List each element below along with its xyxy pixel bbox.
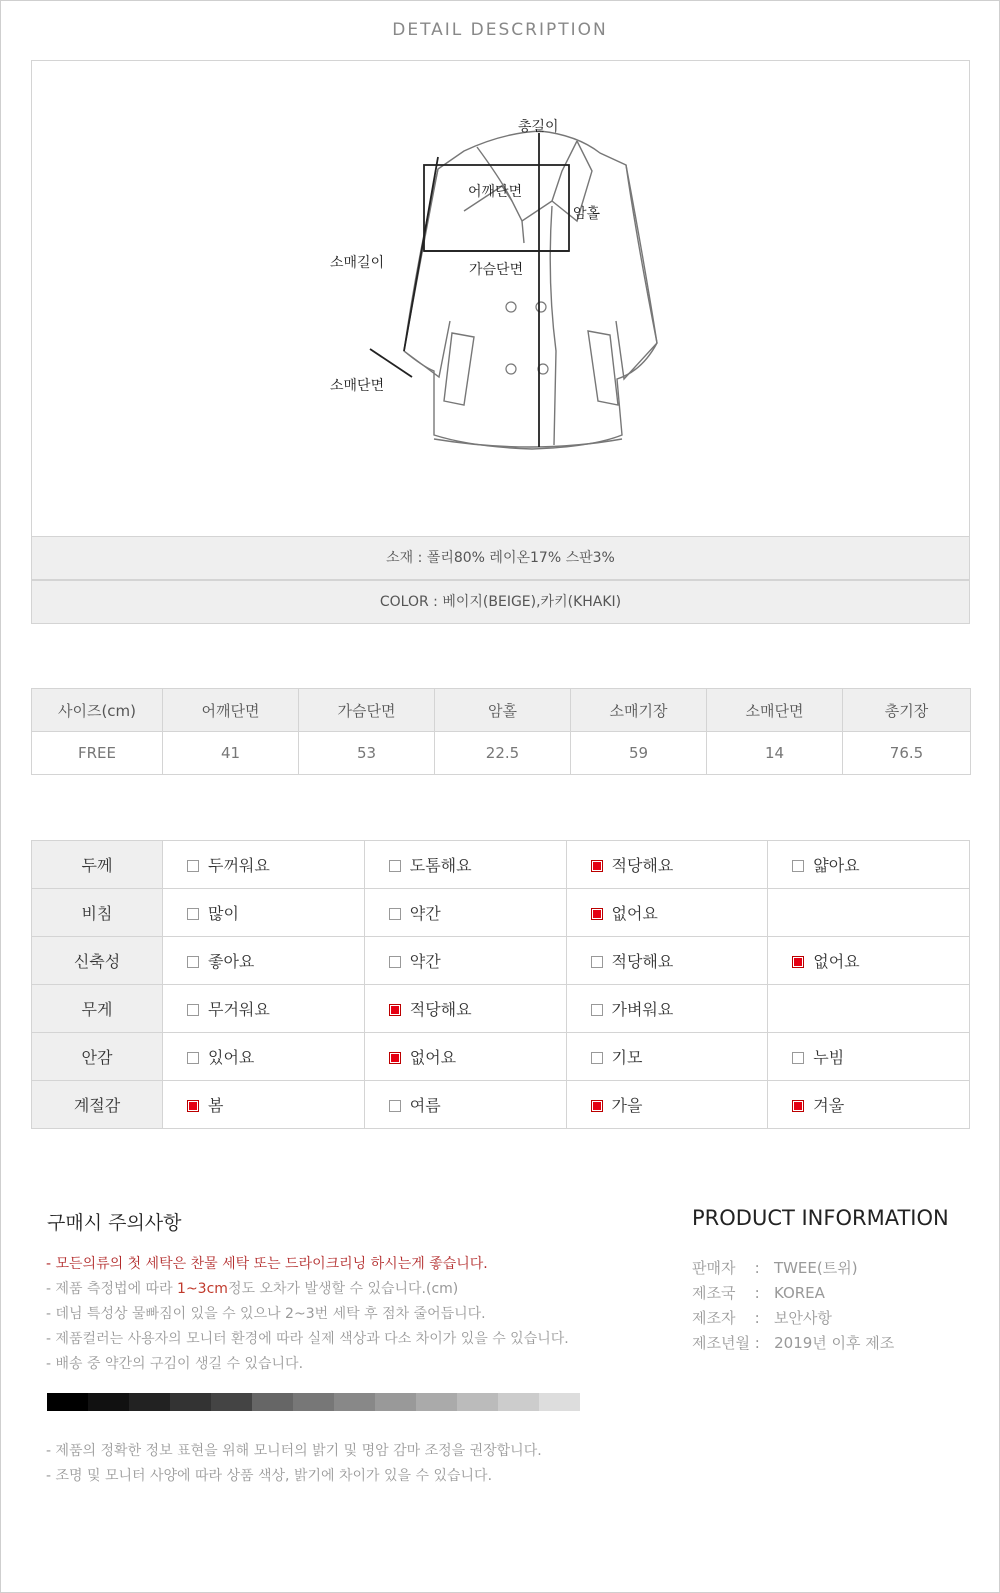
- checkbox-icon[interactable]: [591, 1052, 603, 1064]
- table-row: [32, 841, 970, 889]
- property-option[interactable]: [566, 889, 768, 937]
- checkbox-icon[interactable]: [187, 1052, 199, 1064]
- property-option[interactable]: [566, 937, 768, 985]
- table-row: [32, 732, 971, 775]
- checked-box-icon[interactable]: [591, 860, 603, 872]
- option-label: 없어요: [813, 952, 860, 971]
- checkbox-icon[interactable]: [187, 956, 199, 968]
- property-label: 신축성: [32, 937, 163, 985]
- checkbox-icon[interactable]: [187, 908, 199, 920]
- note-line: - 제품 측정법에 따라 1~3cm정도 오차가 발생할 수 있습니다.(cm): [46, 1281, 459, 1297]
- gray-swatch: [498, 1393, 539, 1411]
- checked-box-icon[interactable]: [792, 956, 804, 968]
- checkbox-icon[interactable]: [591, 956, 603, 968]
- option-label: 여름: [409, 1096, 441, 1115]
- info-date: 제조년월 : 2019년 이후 제조: [692, 1334, 895, 1352]
- notes-list: [46, 1252, 569, 1377]
- checkbox-icon[interactable]: [389, 908, 401, 920]
- checked-box-icon[interactable]: [591, 908, 603, 920]
- size-table-header: [32, 689, 971, 732]
- header-chest: 가슴단면: [299, 689, 435, 732]
- gray-swatch: [334, 1393, 375, 1411]
- property-option[interactable]: [364, 985, 566, 1033]
- button-icon: [506, 364, 516, 374]
- property-option[interactable]: [566, 841, 768, 889]
- size-diagram: [31, 60, 970, 537]
- property-option[interactable]: [768, 1081, 970, 1129]
- size-table: [31, 688, 971, 775]
- property-option[interactable]: [566, 1033, 768, 1081]
- checked-box-icon[interactable]: [591, 1100, 603, 1112]
- property-option[interactable]: [768, 1033, 970, 1081]
- property-option[interactable]: [163, 1081, 365, 1129]
- header-sleeve-width: 소매단면: [707, 689, 843, 732]
- table-row: [32, 937, 970, 985]
- note-line: - 제품의 정확한 정보 표현을 위해 모니터의 밝기 및 명암 감마 조정을 권장합니다.: [46, 1443, 542, 1459]
- checkbox-icon[interactable]: [389, 860, 401, 872]
- button-icon: [536, 302, 546, 312]
- table-row: [32, 1081, 970, 1129]
- property-option[interactable]: [364, 841, 566, 889]
- gray-swatch: [129, 1393, 170, 1411]
- info-country: 제조국 : KOREA: [692, 1284, 825, 1302]
- cell-sleeve-width: 14: [707, 732, 843, 775]
- checkbox-icon[interactable]: [792, 860, 804, 872]
- properties-table: [31, 840, 970, 1129]
- header-sleeve-length: 소매기장: [571, 689, 707, 732]
- option-label: 봄: [208, 1096, 224, 1115]
- option-label: 적당해요: [611, 856, 674, 875]
- label-armhole: 암홀: [573, 206, 601, 222]
- property-option[interactable]: [163, 985, 365, 1033]
- gray-swatch: [88, 1393, 129, 1411]
- option-label: 적당해요: [611, 952, 674, 971]
- option-label: 약간: [409, 904, 441, 923]
- option-label: 있어요: [208, 1048, 255, 1067]
- label-chest: 가슴단면: [469, 262, 524, 278]
- note-line: - 제품컬러는 사용자의 모니터 환경에 따라 실제 색상과 다소 차이가 있을 수 있습니다.: [46, 1331, 569, 1347]
- header-armhole: 암홀: [435, 689, 571, 732]
- header-shoulder: 어깨단면: [163, 689, 299, 732]
- table-row: [32, 889, 970, 937]
- label-shoulder: 어깨단면: [468, 184, 523, 200]
- option-label: 무거워요: [208, 1000, 270, 1019]
- button-icon: [506, 302, 516, 312]
- gray-swatch: [170, 1393, 211, 1411]
- cell-total-length: 76.5: [843, 732, 971, 775]
- option-label: 누빔: [813, 1048, 845, 1067]
- option-label: 없어요: [611, 904, 658, 923]
- property-option[interactable]: [566, 985, 768, 1033]
- property-label: 비침: [32, 889, 163, 937]
- gray-swatch: [416, 1393, 457, 1411]
- property-option[interactable]: [768, 841, 970, 889]
- property-option[interactable]: [364, 937, 566, 985]
- section-title: DETAIL DESCRIPTION: [392, 20, 608, 40]
- property-option[interactable]: [566, 1081, 768, 1129]
- product-info-list: [692, 1256, 894, 1356]
- option-label: 도톰해요: [409, 856, 472, 875]
- property-label: 계절감: [32, 1081, 163, 1129]
- gray-swatch: [375, 1393, 416, 1411]
- property-option: [768, 889, 970, 937]
- option-label: 얇아요: [813, 856, 860, 875]
- table-row: [32, 1033, 970, 1081]
- property-option[interactable]: [163, 889, 365, 937]
- option-label: 기모: [611, 1048, 643, 1067]
- note-line: - 데님 특성상 물빠짐이 있을 수 있으나 2~3번 세탁 후 점차 줄어듭니다.: [46, 1306, 486, 1322]
- option-label: 가을: [611, 1096, 643, 1115]
- property-label: 무게: [32, 985, 163, 1033]
- gray-swatch: [252, 1393, 293, 1411]
- checkbox-icon[interactable]: [792, 1052, 804, 1064]
- property-option: [768, 985, 970, 1033]
- checkbox-icon[interactable]: [591, 1004, 603, 1016]
- measure-shoulder-armhole: [424, 165, 569, 251]
- checkbox-icon[interactable]: [187, 860, 199, 872]
- color-row: COLOR : 베이지(BEIGE),카키(KHAKI): [31, 580, 970, 624]
- option-label: 적당해요: [409, 1000, 472, 1019]
- coat-illustration: [32, 61, 969, 536]
- option-label: 많이: [208, 904, 239, 923]
- property-option[interactable]: [163, 937, 365, 985]
- table-row: [32, 985, 970, 1033]
- gray-scale-bar: [47, 1393, 580, 1411]
- gray-swatch: [457, 1393, 498, 1411]
- checked-box-icon[interactable]: [389, 1052, 401, 1064]
- cell-sleeve-length: 59: [571, 732, 707, 775]
- checkbox-icon[interactable]: [389, 956, 401, 968]
- note-line: - 배송 중 약간의 구김이 생길 수 있습니다.: [46, 1356, 304, 1372]
- cell-chest: 53: [299, 732, 435, 775]
- label-sleeve-width: 소매단면: [330, 378, 385, 394]
- note-highlight: 1~3cm: [177, 1281, 228, 1297]
- label-total-length: 총길이: [518, 119, 559, 135]
- measure-sleeve-length: [404, 157, 438, 351]
- option-label: 겨울: [813, 1096, 845, 1115]
- gray-swatch: [211, 1393, 252, 1411]
- property-option[interactable]: [364, 1081, 566, 1129]
- checked-box-icon[interactable]: [389, 1004, 401, 1016]
- product-info-title: PRODUCT INFORMATION: [692, 1206, 949, 1230]
- property-label: 두께: [32, 841, 163, 889]
- cell-shoulder: 41: [163, 732, 299, 775]
- checked-box-icon[interactable]: [187, 1100, 199, 1112]
- note-line: - 조명 및 모니터 사양에 따라 상품 색상, 밝기에 차이가 있을 수 있습니다.: [46, 1468, 493, 1484]
- option-label: 약간: [409, 952, 441, 971]
- option-label: 가벼워요: [611, 1000, 674, 1019]
- gray-swatch: [47, 1393, 88, 1411]
- property-option[interactable]: [163, 841, 365, 889]
- cell-size: FREE: [32, 732, 163, 775]
- option-label: 없어요: [409, 1048, 457, 1067]
- gray-swatch: [539, 1393, 580, 1411]
- checkbox-icon[interactable]: [187, 1004, 199, 1016]
- option-label: 두꺼워요: [208, 856, 270, 875]
- notes-title: 구매시 주의사항: [47, 1212, 182, 1234]
- info-seller: 판매자 : TWEE(트위): [692, 1259, 858, 1277]
- info-maker: 제조자 : 보안사항: [692, 1309, 832, 1327]
- gray-swatch: [293, 1393, 334, 1411]
- property-option[interactable]: [163, 1033, 365, 1081]
- monitor-notes: [46, 1439, 542, 1489]
- property-option[interactable]: [364, 1033, 566, 1081]
- option-label: 좋아요: [208, 952, 255, 971]
- property-option[interactable]: [768, 937, 970, 985]
- header-size: 사이즈(cm): [32, 689, 163, 732]
- property-option[interactable]: [364, 889, 566, 937]
- label-sleeve-length: 소매길이: [330, 255, 385, 271]
- cell-armhole: 22.5: [435, 732, 571, 775]
- checkbox-icon[interactable]: [389, 1100, 401, 1112]
- property-label: 안감: [32, 1033, 163, 1081]
- checked-box-icon[interactable]: [792, 1100, 804, 1112]
- material-row: 소재 : 폴리80% 레이온17% 스판3%: [31, 536, 970, 580]
- header-total-length: 총기장: [843, 689, 971, 732]
- note-line: - 모든의류의 첫 세탁은 찬물 세탁 또는 드라이크리닝 하시는게 좋습니다.: [46, 1256, 488, 1272]
